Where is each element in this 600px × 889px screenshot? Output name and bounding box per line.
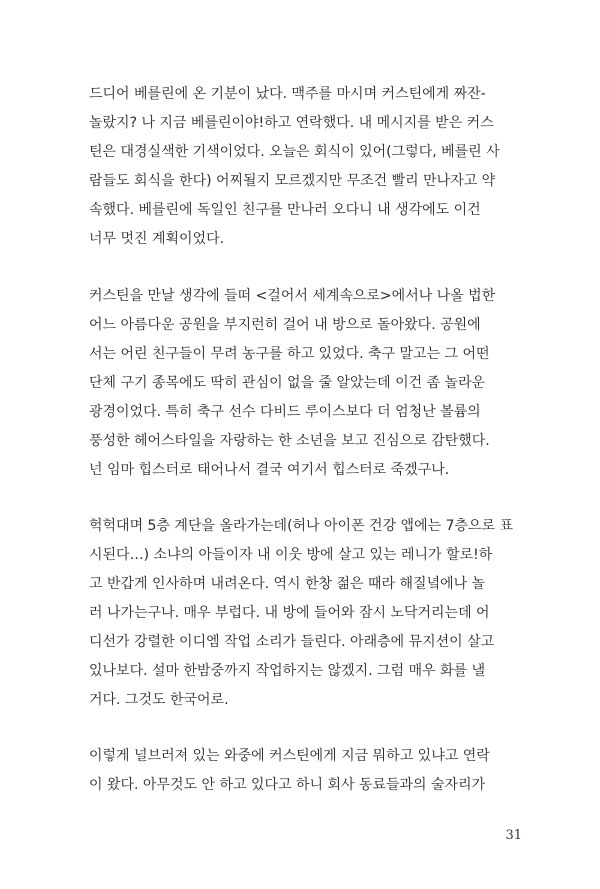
text-line: 이 왔다. 아무것도 안 하고 있다고 하니 회사 동료들과의 술자리가 [89,777,486,793]
text-line: 커스틴을 만날 생각에 들떠 <걸어서 세계속으로>에서나 나올 법한 [89,288,496,304]
text-line: 러 나가는구나. 매우 부럽다. 내 방에 들어와 잠시 노닥거리는데 어 [89,605,490,621]
page-number: 31 [505,828,522,843]
text-line: 람들도 회식을 한다) 어찌될지 모르겠지만 무조건 빨리 만나자고 약 [89,173,496,189]
text-line: 있나보다. 설마 한밤중까지 작업하지는 않겠지. 그럼 매우 화를 낼 [89,663,486,679]
text-line: 디선가 강렬한 이디엠 작업 소리가 들린다. 아래층에 뮤지션이 살고 [89,634,495,650]
text-line: 놀랐지? 나 지금 베를린이야!하고 연락했다. 내 메시지를 받은 커스 [89,115,494,131]
paragraph-4 [89,742,516,800]
text-line: 이렇게 널브러져 있는 와중에 커스틴에게 지금 뭐하고 있냐고 연락 [89,748,490,764]
text-line: 너무 멋진 계획이었다. [89,231,225,247]
paragraph-2 [89,282,516,485]
paragraph-3 [89,512,516,715]
text-line: 틴은 대경실색한 기색이었다. 오늘은 회식이 있어(그렇다, 베를린 사 [89,144,500,160]
text-line: 광경이었다. 특히 축구 선수 다비드 루이스보다 더 엄청난 볼륨의 [89,404,481,420]
text-line: 속했다. 베를린에 독일인 친구를 만나러 오다니 내 생각에도 이건 [89,202,481,218]
paragraph-1 [89,80,516,254]
text-line: 고 반갑게 인사하며 내려온다. 역시 한창 젊은 때라 해질녘에나 놀 [89,576,486,592]
text-line: 풍성한 헤어스타일을 자랑하는 한 소년을 보고 진심으로 감탄했다. [89,433,490,449]
text-line: 어느 아름다운 공원을 부지런히 걸어 내 방으로 돌아왔다. 공원에 [89,317,481,333]
text-line: 단체 구기 종목에도 딱히 관심이 없을 줄 알았는데 이건 좀 놀라운 [89,375,486,391]
text-line: 넌 임마 힙스터로 태어나서 결국 여기서 힙스터로 죽겠구나. [89,462,450,478]
text-line: 시된다…) 소냐의 아들이자 내 이웃 방에 살고 있는 레니가 할로!하 [89,547,493,563]
text-line: 드디어 베를린에 온 기분이 났다. 맥주를 마시며 커스틴에게 짜잔- [89,86,486,102]
text-line: 거다. 그것도 한국어로. [89,692,229,708]
text-line: 서는 어린 친구들이 무려 농구를 하고 있었다. 축구 말고는 그 어떤 [89,346,490,362]
text-line: 헉헉대며 5층 계단을 올라가는데(허나 아이폰 건강 앱에는 7층으로 표 [89,518,514,534]
